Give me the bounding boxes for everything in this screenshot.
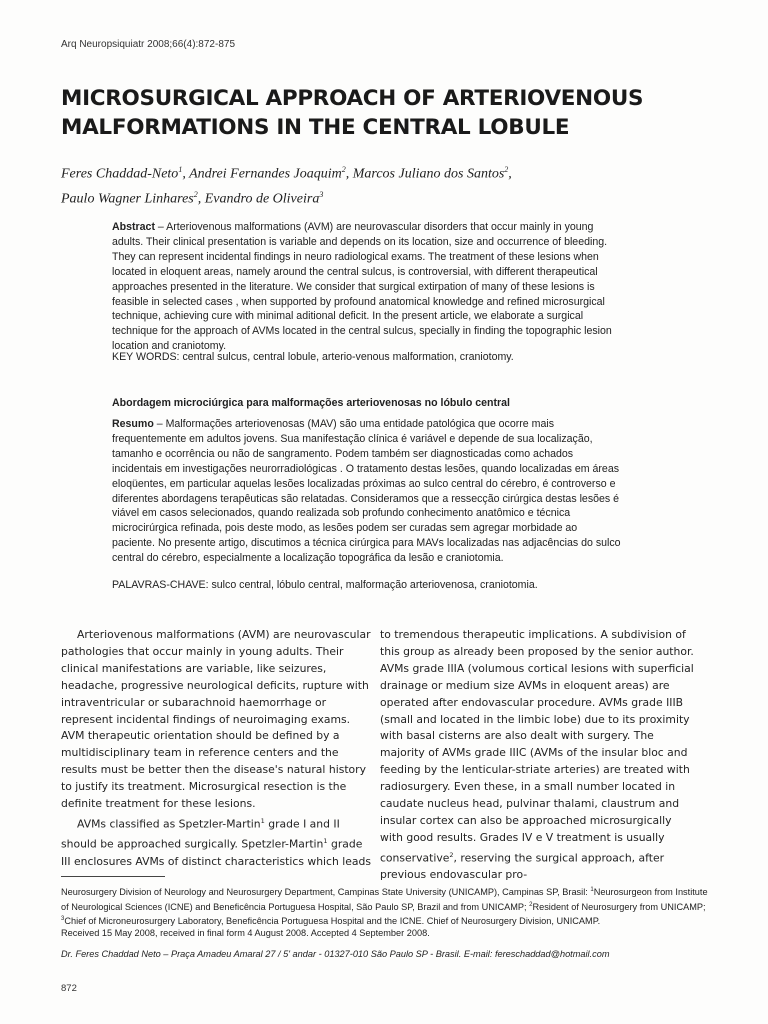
- abstract: [112, 220, 622, 354]
- received-dates: Received 15 May 2008, received in final form 4 August 2008. Accepted 4 September 2008.: [61, 928, 430, 938]
- author-name: Paulo Wagner Linhares: [61, 191, 194, 207]
- journal-reference: Arq Neuropsiquiatr 2008;66(4):872-875: [61, 39, 235, 50]
- resumo-label: Resumo: [112, 418, 154, 430]
- abstract-label: Abstract: [112, 221, 155, 233]
- author-name: Evandro de Oliveira: [204, 191, 320, 207]
- author-affiliation-mark: 2: [193, 189, 198, 199]
- author-separator: ,: [182, 166, 190, 182]
- portuguese-title: Abordagem microciúrgica para malformações arteriovenosas no lóbulo central: [112, 397, 510, 409]
- author-separator: ,: [345, 166, 353, 182]
- page-number: 872: [61, 983, 77, 994]
- body-paragraph: AVMs classified as Spetzler-Martin$^1$ grade I and II should be approached surgically. Spetzler-Martin$^1$ grade III enclosures AVMs of distinct characteristics which leads: [61, 816, 372, 868]
- resumo: [112, 417, 622, 566]
- author-name: Andrei Fernandes Joaquim: [189, 166, 342, 182]
- body-column-right: [380, 627, 694, 884]
- author-list: [61, 160, 701, 209]
- author-separator: ,: [197, 191, 205, 207]
- body-column-left: [61, 627, 375, 871]
- author-affiliation-mark: 2: [341, 165, 346, 174]
- title-line-2: MALFORMATIONS IN THE CENTRAL LOBULE: [61, 115, 570, 140]
- title-line-1: MICROSURGICAL APPROACH OF ARTERIOVENOUS: [61, 86, 644, 111]
- citation-mark: 1: [323, 837, 328, 846]
- keywords: KEY WORDS: central sulcus, central lobule, arterio-venous malformation, craniotomy.: [112, 351, 514, 363]
- author-name: Feres Chaddad-Neto: [61, 166, 179, 182]
- author-name: Marcos Juliano dos Santos: [352, 166, 505, 182]
- author-affiliation-mark: 1: [178, 165, 183, 174]
- abstract-text: – Arteriovenous malformations (AVM) are neurovascular disorders that occur mainly in young adults. Their clinical presentation is variable and depends on its location, size and occurrence of bleeding. They can represent incidental findings in neuro radiological exams. The treatment of these lesions when located in eloquent areas, namely around the central sulcus, is controversial, with different therapeutical approaches presented in the literature. We consider that surgical extirpation of many of these lesions is feasible in selected cases , when supported by profound anatomical knowledge and refined microsurgical technique, achieving cure with minimal aditional deficit. In the present article, we elaborate a surgical technique for the approach of AVMs located in the central sulcus, specially in finding the topographic lesion location and craniotomy.: [112, 221, 612, 353]
- resumo-text: – Malformações arteriovenosas (MAV) são uma entidade patológica que ocorre mais frequentemente em adultos jovens. Sua manifestação clínica é variável e depende de sua localização, tamanho e ocorrência ou não de sangramento. Podem também ser diagnosticadas como achados incidentais em investigações neurorradiológicas . O tratamento destas lesões, quando localizadas em áreas eloqüentes, em particular aquelas lesões localizadas próximas ao sulco central do cérebro, é controverso e diferentes abordagens terapêuticas são relatadas. Consideramos que a ressecção cirúrgica destas lesões é viável em casos selecionados, quando realizada sob profundo conhecimento anatômico e técnica microcirúrgica refinada, pois deste modo, as lesões podem ser curadas sem agregar morbidade ao paciente. No presente artigo, discutimos a técnica cirúrgica para MAVs localizadas nas adjacências do sulco central do cérebro, especialmente a localização topográfica da lesão e craniotomia.: [112, 418, 621, 565]
- affiliation-footnote: Neurosurgery Division of Neurology and Neurosurgery Department, Campinas State University (UNICAMP), Campinas SP, Brasil: $^1$Neurosurgeon from Institute of Neurological Sciences (ICNE) and Beneficência Portuguesa Hospital, São Paulo SP, Brazil and from UNICAMP; $^2$Resident of Neurosurgery from UNICAMP; $^3$Chief of Microneurosurgery Laboratory, Beneficência Portuguesa Hospital and the ICNE. Chief of Neurosurgery Division, UNICAMP.: [61, 887, 708, 927]
- body-paragraph: Arteriovenous malformations (AVM) are neurovascular pathologies that occur mainly in young adults. Their clinical manifestations are variable, like seizures, headache, progressive neurological deficits, rupture with intraventricular or subarachnoid haemorrhage or represent incidental findings of neuroimaging exams. AVM therapeutic orientation should be defined by a multidisciplinary team in reference centers and the results must be better then the disease's natural history to justify its treatment. Microsurgical resection is the definite treatment for these lesions.: [61, 628, 371, 811]
- body-paragraph: to tremendous therapeutic implications. A subdivision of this group as already been proposed by the senior author. AVMs grade IIIA (volumous cortical lesions with superficial drainage or medium size AVMs in eloquent areas) are operated after endovascular procedure. AVMs grade IIIB (small and located in the limbic lobe) due to its proximity with basal cisterns are also dealt with surgery. The majority of AVMs grade IIIC (AVMs of the insular bloc and feeding by the lenticular-striate arteries) are treated with radiosurgery. Even these, in a small number located in caudate nucleus head, pulvinar thalami, claustrum and insular cortex can also be approached microsurgically with good results. Grades IV e V treatment is usually conservative$^2$, reserving the surgical approach, after previous endovascular pro-: [380, 628, 694, 882]
- author-separator: ,: [508, 166, 512, 182]
- citation-mark: 1: [260, 816, 265, 825]
- footnote-divider: [61, 876, 165, 877]
- author-affiliation-mark: 3: [319, 189, 324, 199]
- palavras-chave: PALAVRAS-CHAVE: sulco central, lóbulo central, malformação arteriovenosa, craniotomia.: [112, 579, 538, 591]
- author-affiliation-mark: 2: [504, 165, 509, 174]
- article-title: [61, 84, 701, 142]
- citation-mark: 2: [449, 850, 454, 859]
- correspondence-address: Dr. Feres Chaddad Neto – Praça Amadeu Amaral 27 / 5' andar - 01327-010 São Paulo SP - Brasil. E-mail: fereschaddad@hotmail.com: [61, 949, 610, 959]
